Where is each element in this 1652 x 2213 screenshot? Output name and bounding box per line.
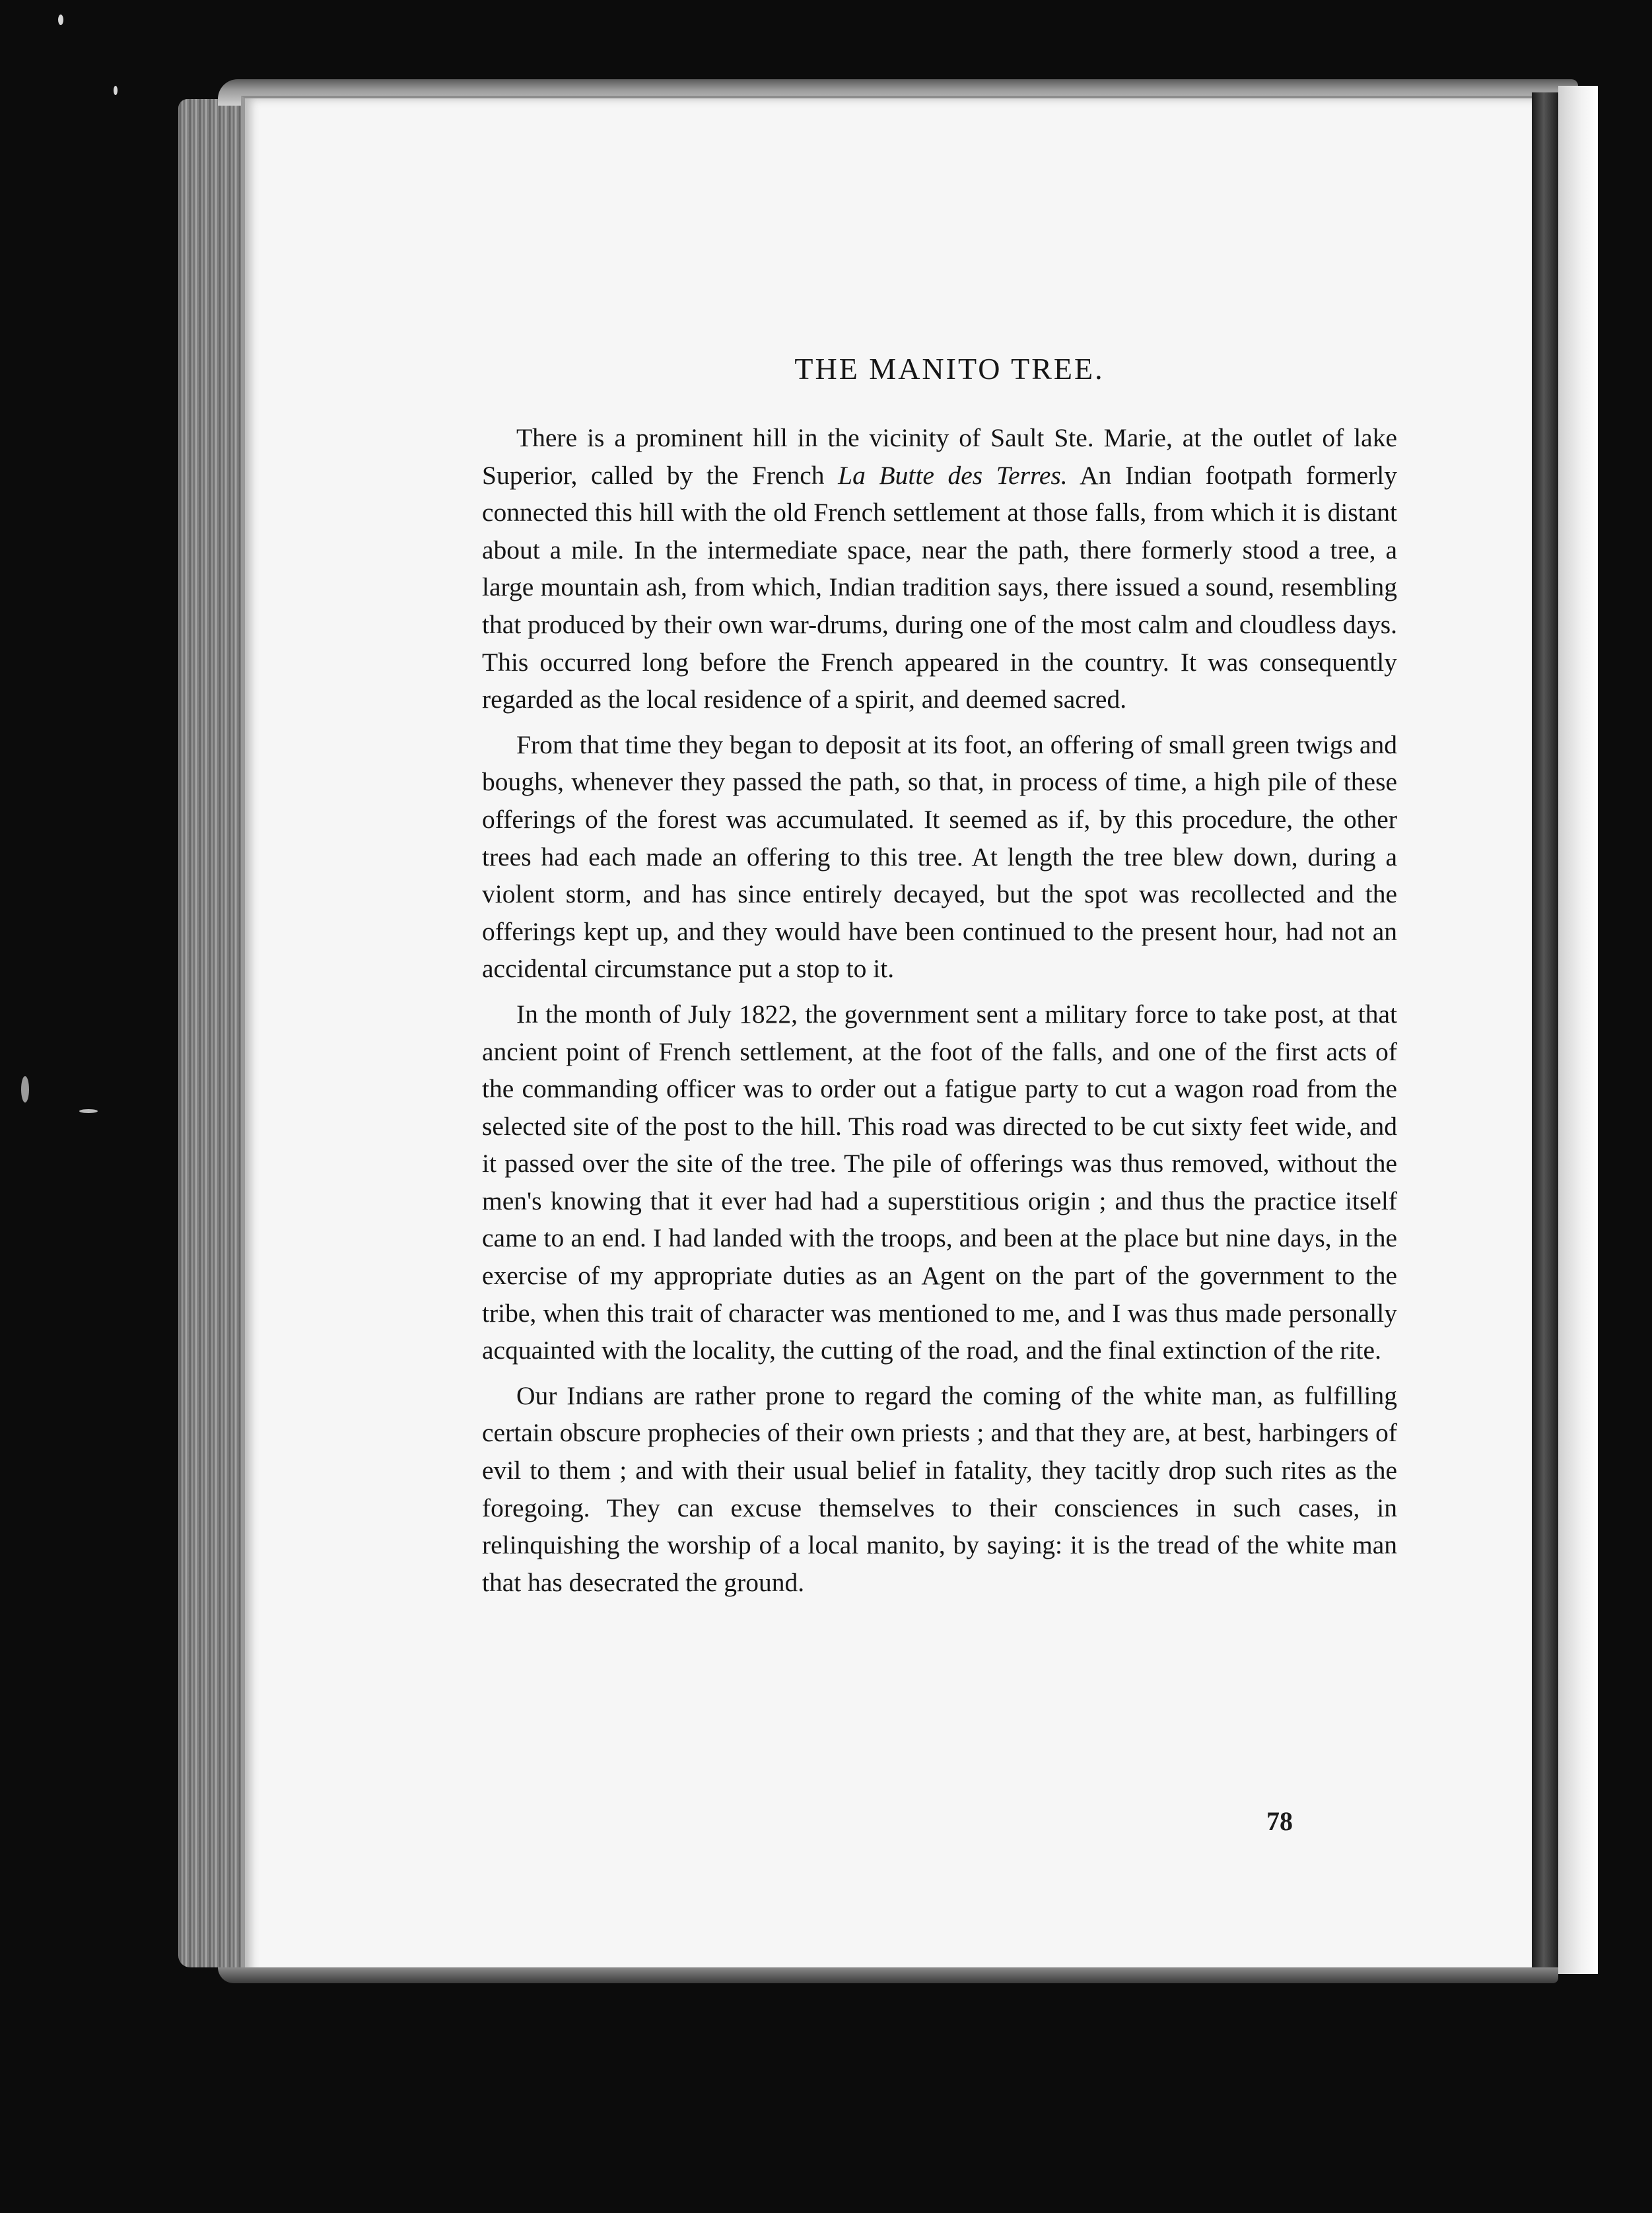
paragraph-1-text: There is a prominent hill in the vicinity of Sault Ste. Marie, at the outlet of lake Superior, called by the French [482, 423, 1397, 490]
paragraph-2: From that time they began to deposit at its foot, an offering of small green twigs and boughs, whenever they passed the path, so that, in process of time, a high pile of these offerings of the forest was accumulated. It seemed as if, by this procedure, the other trees had each made an offering to this tree. At length the tree blew down, during a violent storm, and has since entirely decayed, but the spot was recollected and the offerings kept up, and they would have been continued to the present hour, had not an accidental circumstance put a stop to it. [482, 730, 1397, 984]
background-speck [58, 15, 63, 25]
page-bottom-edge [218, 1967, 1558, 1983]
paragraph-1-italic: La Butte des Terres. [838, 460, 1068, 490]
paragraph-4: Our Indians are rather prone to regard the coming of the white man, as fulfilling certain obscure prophecies of their own priests ; and that they are, at best, harbingers of evil to them ; and with their usual belief in fatality, they tacitly drop such rites as the foregoing. They can excuse themselves to their consciences in such cases, in relinquishing the worship of a local manito, by saying: it is the tread of the white man that has desecrated the ground. [482, 1380, 1397, 1597]
paragraph-3: In the month of July 1822, the government sent a military force to take post, at that ancient point of French settlement, at the foot of the falls, and one of the first acts of the commanding officer was to order out a fatigue party to cut a wagon road from the selected site of the post to the hill. This road was directed to be cut sixty feet wide, and it passed over the site of the tree. The pile of offerings was thus removed, without the men's knowing that it ever had had a superstitious origin ; and thus the practice itself came to an end. I had landed with the troops, and been at the place but nine days, in the exercise of my appropriate duties as an Agent on the part of the government to the tribe, when this trait of character was mentioned to me, and I was thus made personally acquainted with the locality, the cutting of the road, and the final extinction of the rite. [482, 999, 1397, 1365]
book-gutter [1532, 92, 1558, 1967]
background-speck [114, 86, 118, 95]
background-speck [21, 1076, 29, 1103]
facing-page-edge [1558, 86, 1598, 1974]
paragraph-1 [482, 419, 1397, 718]
page-title: THE MANITO TREE. [794, 352, 1105, 386]
background-speck [79, 1109, 98, 1113]
page-content [482, 351, 1397, 1609]
page-number: 78 [1266, 1806, 1293, 1836]
paragraph-1-text-continued: An Indian footpath formerly connected this hill with the old French settlement at those falls, from which it is distant about a mile. In the intermediate space, near the path, there formerly stood a tree, a large mountain ash, from which, Indian tradition says, there issued a sound, resembling that produced by their own war-drums, during one of the most calm and cloudless days. This occurred long before the French appeared in the country. It was consequently regarded as the local residence of a spirit, and deemed sacred. [482, 460, 1397, 714]
